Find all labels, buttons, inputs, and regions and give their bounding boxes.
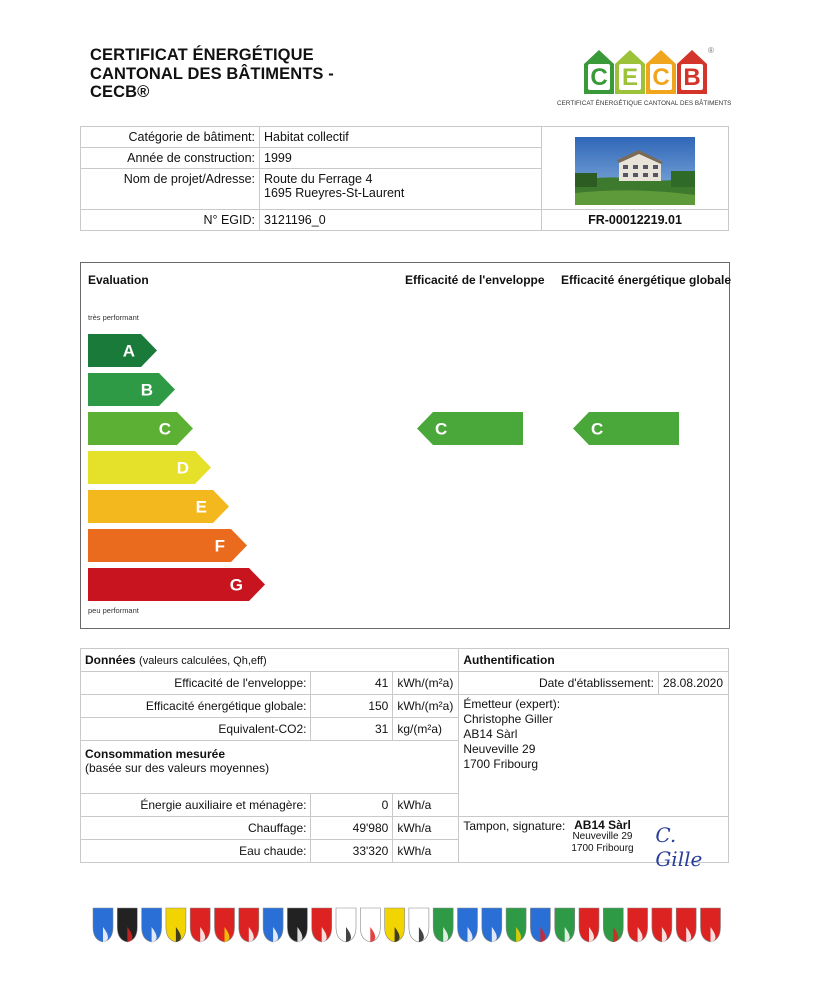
canton-shield [506,908,526,942]
canton-shield [482,908,502,942]
envelope-unit: kWh/(m²a) [393,672,459,695]
class-letter-D: D [176,458,189,478]
logo-house-3 [646,50,676,94]
class-letter-E: E [195,497,207,517]
auxiliary-label: Énergie auxiliaire et ménagère: [81,794,311,817]
canton-shield [603,908,623,942]
stamp-cell [459,817,729,871]
data-table [80,648,729,871]
title-line-2: CANTONAL DES BÂTIMENTS - [90,64,334,83]
title-line-1: CERTIFICAT ÉNERGÉTIQUE [90,46,314,64]
title-line-3: CECB® [90,83,150,101]
class-arrow-D [88,451,211,484]
hot-water-unit: kWh/a [393,840,459,863]
class-arrow-E [88,490,229,523]
class-arrow-F [88,529,247,562]
egid-value: 3121196_0 [260,210,542,231]
canton-shield [215,908,235,942]
global-label: Efficacité énergétique globale: [81,695,311,718]
address-value [260,169,542,210]
envelope-rating-arrow-letter: C [435,419,448,439]
issuer-label: Émetteur (expert): [463,697,561,711]
heating-value: 49'980 [311,817,393,840]
envelope-value: 41 [311,672,393,695]
class-arrow-B [88,373,175,406]
signature: C. Gille [655,823,703,871]
global-rating-arrow [573,412,679,445]
envelope-efficiency-heading: Efficacité de l'enveloppe [405,273,545,287]
class-letter-F: F [214,536,225,556]
global-value: 150 [311,695,393,718]
measured-heading-cell [81,741,459,794]
issuer-company: AB14 Sàrl [463,727,518,741]
logo-letter: E [621,64,639,91]
canton-shield [530,908,550,942]
issuer-cell [459,695,729,817]
logo-house-2 [615,50,645,94]
address-label: Nom de projet/Adresse: [81,169,260,210]
canton-shield [263,908,283,942]
auth-heading: Authentification [459,649,729,672]
global-rating-arrow-letter: C [591,419,604,439]
stamp-label: Tampon, signature: [463,819,566,833]
canton-shield [579,908,599,942]
measured-heading: Consommation mesurée [85,747,226,761]
canton-shield [385,908,405,942]
canton-shield [190,908,210,942]
canton-shield [652,908,672,942]
canton-shield [458,908,478,942]
canton-shield [701,908,721,942]
evaluation-panel [80,262,730,629]
canton-coats-of-arms [92,907,724,943]
category-label: Catégorie de bâtiment: [81,127,260,148]
canton-shield [166,908,186,942]
class-letter-A: A [122,341,135,361]
canton-shield [628,908,648,942]
canton-shield [555,908,575,942]
year-value: 1999 [260,148,542,169]
logo-caption: CERTIFICAT ÉNERGÉTIQUE CANTONAL DES BÂTIMENTS [557,100,732,107]
canton-shield [287,908,307,942]
bottom-performance-label: peu performant [88,606,139,615]
canton-shield [93,908,113,942]
building-photo-cell [542,127,729,210]
issuer-city: 1700 Fribourg [463,757,539,771]
envelope-rating-arrow [417,412,523,445]
class-arrow-A [88,334,157,367]
canton-shield [360,908,380,942]
building-info-table [80,126,729,231]
energy-scale [81,263,732,628]
top-performance-label: très performant [88,313,139,322]
address-line-2: 1695 Rueyres-St-Laurent [264,186,405,200]
evaluation-heading: Evaluation [88,273,149,287]
address-line-1: Route du Ferrage 4 [264,172,373,186]
date-label: Date d'établissement: [459,672,659,695]
co2-label: Equivalent-CO2: [81,718,311,741]
canton-shield [409,908,429,942]
stamp-line-2: Neuveville 29 [572,831,633,842]
stamp-line-1: AB14 Sàrl [574,818,631,832]
logo-letter: C [652,64,670,91]
logo-house-4 [677,50,707,94]
heating-unit: kWh/a [393,817,459,840]
issuer-name: Christophe Giller [463,712,553,726]
category-value: Habitat collectif [260,127,542,148]
certificate-number: FR-00012219.01 [542,210,729,231]
canton-shield [142,908,162,942]
class-letter-G: G [229,575,243,595]
hot-water-label: Eau chaude: [81,840,311,863]
global-unit: kWh/(m²a) [393,695,459,718]
canton-shield [117,908,137,942]
logo-house-1 [584,50,614,94]
auxiliary-unit: kWh/a [393,794,459,817]
year-label: Année de construction: [81,148,260,169]
co2-unit: kg/(m²a) [393,718,459,741]
canton-shield [433,908,453,942]
canton-shield [336,908,356,942]
envelope-label: Efficacité de l'enveloppe: [81,672,311,695]
issuer-street: Neuveville 29 [463,742,536,756]
auxiliary-value: 0 [311,794,393,817]
logo-registered-mark: ® [708,46,714,55]
measured-note: (basée sur des valeurs moyennes) [85,761,270,775]
logo-letter: C [590,64,608,91]
logo-letter: B [683,64,701,91]
data-heading-cell [81,649,459,672]
building-photo [575,137,695,205]
document-title [90,46,334,102]
canton-shield [676,908,696,942]
class-letter-C: C [158,419,171,439]
canton-shield [312,908,332,942]
class-arrow-C [88,412,193,445]
egid-label: N° EGID: [81,210,260,231]
hot-water-value: 33'320 [311,840,393,863]
global-efficiency-heading: Efficacité énergétique globale [561,273,732,287]
data-heading: Données [85,653,136,667]
class-letter-B: B [140,380,153,400]
co2-value: 31 [311,718,393,741]
stamp [571,819,633,855]
date-value: 28.08.2020 [658,672,728,695]
class-arrow-G [88,568,265,601]
stamp-line-3: 1700 Fribourg [571,843,634,854]
canton-shield [239,908,259,942]
data-heading-note: (valeurs calculées, Qh,eff) [139,655,267,667]
heating-label: Chauffage: [81,817,311,840]
